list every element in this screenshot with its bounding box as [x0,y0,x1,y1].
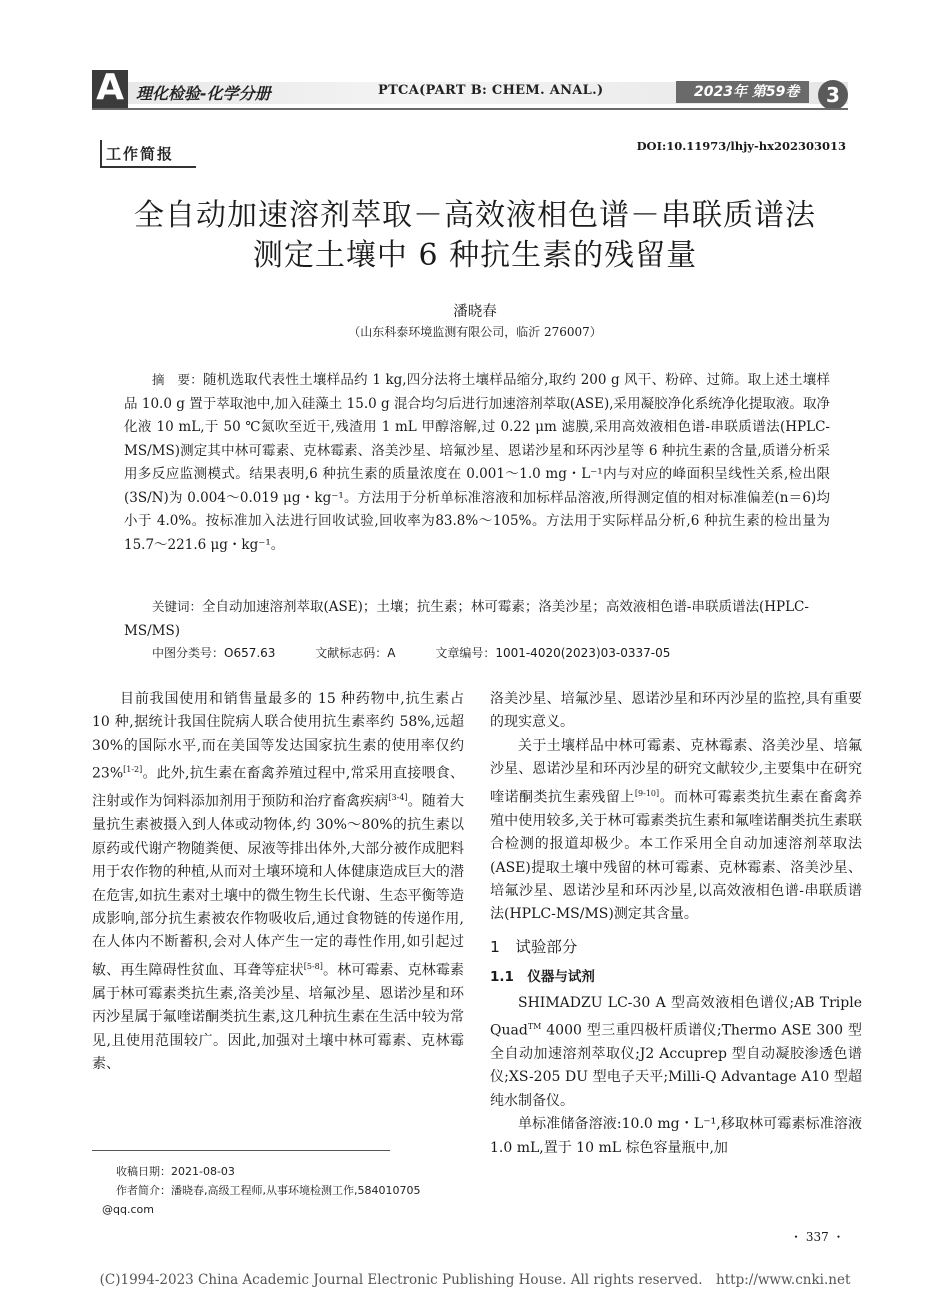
journal-title-en: PTCA(PART B: CHEM. ANAL.) [378,83,604,98]
paper-title-line2: 测定土壤中 6 种抗生素的残留量 [252,238,698,273]
text-run: 4000 型三重四极杆质谱仪;Thermo ASE 300 型全自动加速溶剂萃取仪;J2 Accuprep 型自动凝胶渗透色谱仪;XS-205 DU 型电子天平;Milli-Q Advantage A10 型超纯水制备仪。 [490,1022,862,1109]
section-heading: 1 试验部分 [490,937,578,956]
document-code: 文献标志码：A [315,646,396,660]
paragraph-standard-solution: 单标准储备溶液:10.0 mg・L⁻¹,移取林可霉素标准溶液 1.0 mL,置于 10 mL 棕色容量瓶中,加 [490,1116,862,1156]
classification-row [152,644,706,661]
trademark: TM [527,1021,542,1031]
doi: DOI:10.11973/lhjy-hx202303013 [636,139,846,153]
text-run: 。此外,抗生素在畜禽养殖过程中,常采用直接喂食、注射或作为饲料添加剂用于预防和治疗畜禽疾病 [92,765,464,810]
received-date: 收稿日期：2021-08-03 [116,1165,235,1178]
citation[interactable]: [9-10] [634,788,660,798]
copyright-notice: (C)1994-2023 China Academic Journal Electronic Publishing House. All rights reserved. http://www.cnki.net [99,1272,851,1288]
abstract [124,368,830,557]
paragraph-literature [490,735,862,927]
clc-number: 中图分类号：O657.63 [152,646,276,660]
text-run: 。随着大量抗生素被摄入到人体或动物体,约 30%～80%的抗生素以原药或代谢产物随粪便、尿液等排出体外,大部分被作成肥料用于农作物的种植,从而对土壤环境和人体健康造成巨大的潜在危害,如抗生素对土壤中的微生物生长代谢、生态平衡等造成影响,部分抗生素被农作物吸收后,通过食物链的传递作用,在人体内不断蓄积,会对人体产生一定的毒性作用,如引起过敏、再生障碍性贫血、耳聋等症状 [92,793,465,979]
journal-title-cn: 理化检验-化学分册 [136,84,271,103]
column-tag-rule-v [100,140,102,168]
journal-logo-letter: A [96,67,124,108]
text-run: 目前我国使用和销售量最多的 15 种药物中,抗生素占 10 种,据统计我国住院病人联合使用抗生素率约 58%,远超 30%的国际水平,而在美国等发达国家抗生素的使用率仅约 23% [92,691,464,782]
year-volume: 2023年 第59卷 [676,81,809,103]
page-number: ・ 337 ・ [790,1230,845,1244]
keywords-label: 关键词： [152,599,203,614]
text-run: 。而林可霉素类抗生素在畜禽养殖中使用较多,关于林可霉素类抗生素和氟喹诺酮类抗生素联合检测的报道却极少。本工作采用全自动加速溶剂萃取法(ASE)提取土壤中残留的林可霉素、克林霉素、洛美沙星、培氟沙星、恩诺沙星和环丙沙星,以高效液相色谱-串联质谱法(HPLC-MS/MS)测定其含量。 [490,789,863,923]
author: 潘晓春 [453,304,497,320]
author-bio: 作者简介：潘晓春,高级工程师,从事环境检测工作,584010705 [116,1184,421,1197]
affiliation: （山东科泰环境监测有限公司，临沂 276007） [348,325,602,339]
abstract-text: 随机选取代表性土壤样品约 1 kg,四分法将土壤样品缩分,取约 200 g 风干、粉碎、过筛。取上述土壤样品 10.0 g 置于萃取池中,加入硅藻土 15.0 g 混合均匀后进行加速溶剂萃取(ASE),采用凝胶净化系统净化提取液。取净化液 10 mL,于 50 ℃氮吹至近干,残渣用 1 mL 甲醇溶解,过 0.22 μm 滤膜,采用高效液相色谱-串联质谱法(HPLC-MS/MS)测定其中林可霉素、克林霉素、洛美沙星、培氟沙星、恩诺沙星和环丙沙星等 6 种抗生素的含量,质谱分析采用多反应监测模式。结果表明,6 种抗生素的质量浓度在 0.001～1.0 mg・L⁻¹内与对应的峰面积呈线性关系,检出限(3S/N)为 0.004～0.019 μg・kg⁻¹。方法用于分析单标准溶液和加标样品溶液,所得测定值的相对标准偏差(n＝6)均小于 4.0%。按标准加入法进行回收试验,回收率为83.8%～105%。方法用于实际样品分析,6 种抗生素的检出量为 15.7～221.6 μg・kg⁻¹。 [124,372,831,553]
paragraph-instruments [490,992,862,1114]
body-left-column [92,688,464,1076]
article-number: 文章编号：1001-4020(2023)03-0337-05 [435,646,671,660]
header-rule [92,108,848,110]
footnote [102,1162,470,1219]
paper-title-line1: 全自动加速溶剂萃取－高效液相色谱－串联质谱法 [134,198,816,233]
text-run: 关于土壤样品中林可霉素、克林霉素、洛美沙星、培氟沙星、恩诺沙星和环丙沙星的研究文献较少,主要集中在研究喹诺酮类抗生素残留上 [490,737,862,806]
body-right-column [490,688,862,1160]
column-tag: 工作简报 [106,145,175,163]
paragraph-continued: 洛美沙星、培氟沙星、恩诺沙星和环丙沙星的监控,具有重要的现实意义。 [490,691,862,731]
author-bio-email: @qq.com [102,1203,154,1216]
text-run: 。林可霉素、克林霉素属于林可霉素类抗生素,洛美沙星、培氟沙星、恩诺沙星和环丙沙星属于氟喹诺酮类抗生素,这几种抗生素在生活中较为常见,且使用范围较广。因此,加强对土壤中林可霉素、克林霉素、 [92,962,465,1073]
paragraph-intro [92,688,464,1076]
abstract-label: 摘 要： [152,372,203,387]
keywords [124,595,830,643]
citation[interactable]: [3-4] [388,793,408,803]
subsection-heading: 1.1 仪器与试剂 [490,969,595,986]
column-tag-rule-h [100,166,196,168]
citation[interactable]: [5-8] [303,961,323,971]
citation[interactable]: [1-2] [123,765,143,775]
issue-number: 3 [818,80,848,110]
text-run: SHIMADZU LC-30 A 型高效液相色谱仪;AB Triple Quad [490,994,862,1039]
footnote-rule [92,1150,390,1151]
keywords-text: 全自动加速溶剂萃取(ASE)；土壤；抗生素；林可霉素；洛美沙星；高效液相色谱-串联质谱法(HPLC-MS/MS) [124,599,809,639]
